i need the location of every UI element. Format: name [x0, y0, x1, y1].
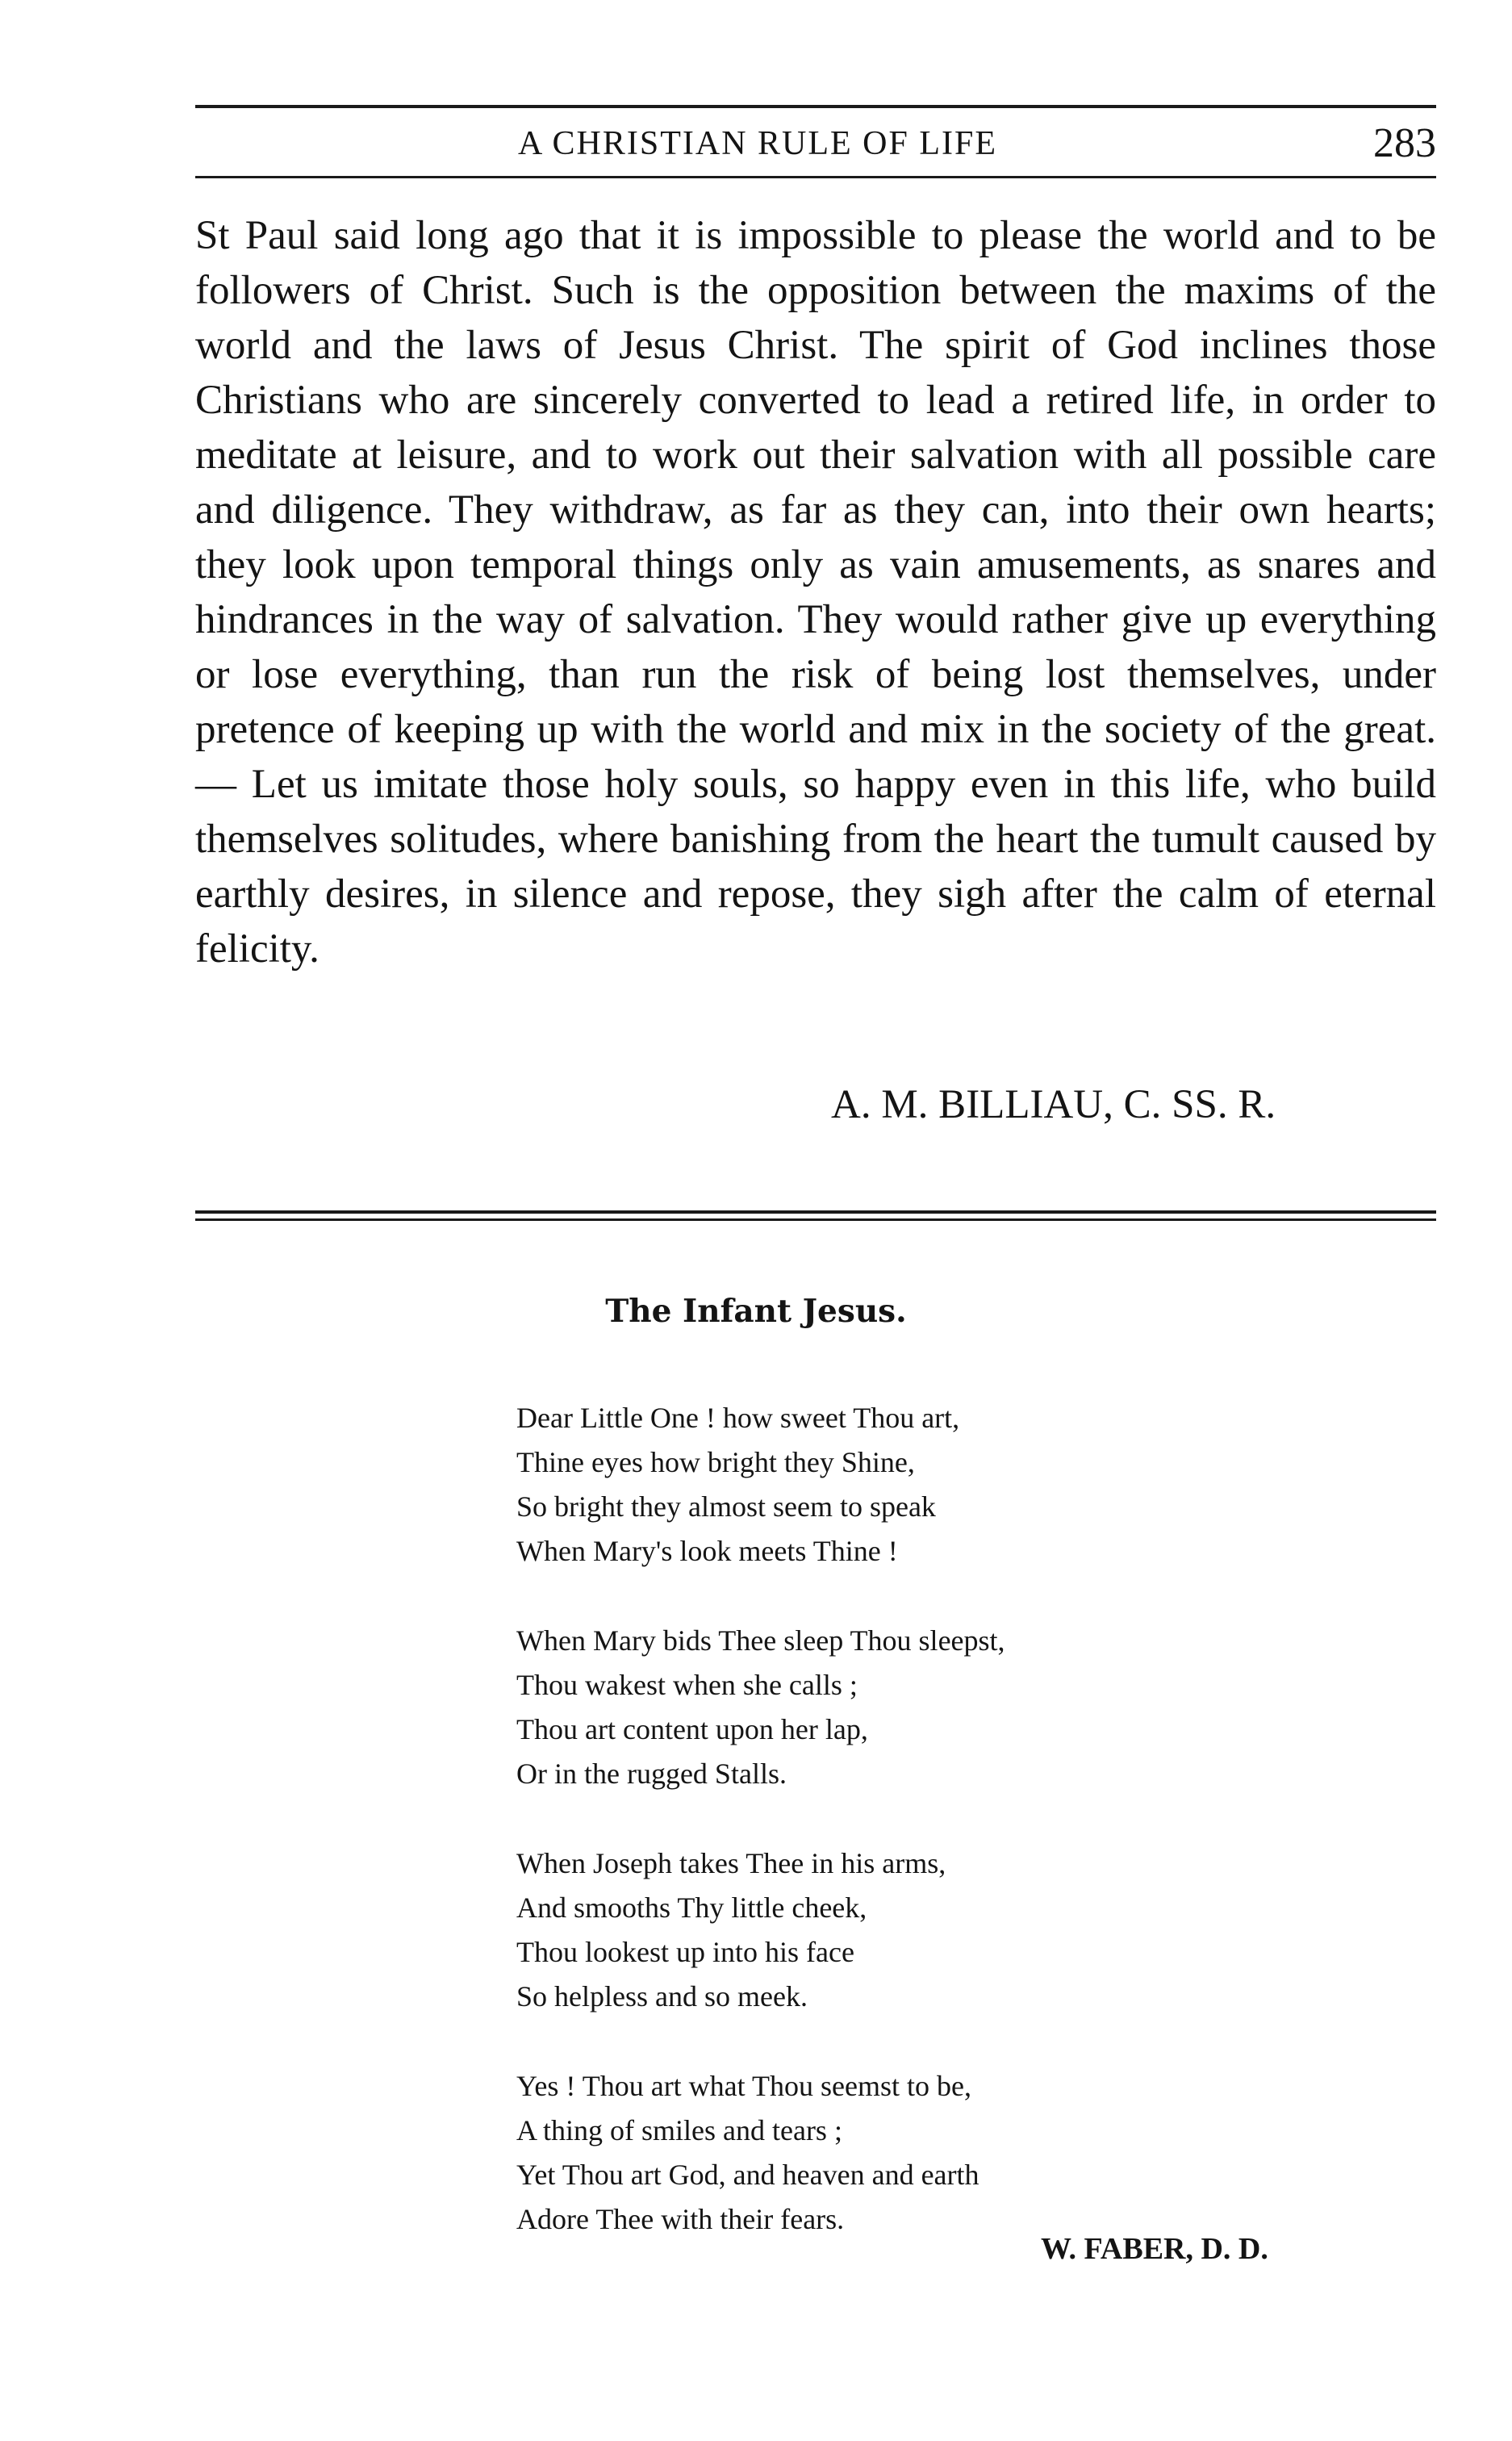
poem-line: Adore Thee with their fears. [516, 2203, 845, 2235]
poem-line: So helpless and so meek. [516, 1980, 808, 2013]
poem-author: W. FABER, D. D. [1041, 2232, 1268, 2266]
poem-line: Dear Little One ! how sweet Thou art, [516, 1402, 960, 1434]
running-head [195, 119, 1436, 168]
header-bottom-rule [195, 176, 1436, 178]
poem-line: Thine eyes how bright they Shine, [516, 1446, 915, 1478]
section-separator-rule-lower [195, 1218, 1436, 1221]
poem-line: Thou lookest up into his face [516, 1936, 854, 1968]
running-title: A CHRISTIAN RULE OF LIFE [518, 125, 998, 162]
poem-stanza [516, 1841, 1404, 2019]
poem-line: Or in the rugged Stalls. [516, 1758, 787, 1790]
poem-line: When Mary's look meets Thine ! [516, 1535, 898, 1567]
article-paragraph: St Paul said long ago that it is impossible to please the world and to be followers of Christ. Such is the opposition between the maxims of the world and the laws of Jesus Christ. The spirit of God inclines those Christians who are sincerely converted to lead a retired life, in order to meditate at leisure, and to work out their salvation with all possible care and diligence. They withdraw, as far as they can, into their own hearts; they look upon temporal things only as vain amusements, as snares and hindrances in the way of salvation. They would rather give up everything or lose everything, than run the risk of being lost themselves, under pretence of keeping up with the world and mix in the society of the great. — Let us imitate those holy souls, so happy even in this life, who build themselves solitudes, where banishing from the heart the tumult caused by earthly desires, in silence and repose, they sigh after the calm of eternal felicity. [195, 213, 1436, 972]
poem-line: A thing of smiles and tears ; [516, 2114, 842, 2146]
poem-stanza [516, 1396, 1404, 1574]
poem-line: Yes ! Thou art what Thou seemst to be, [516, 2070, 971, 2102]
header-top-rule [195, 105, 1436, 108]
poem-title: The Infant Jesus. [605, 1293, 907, 1330]
poem-stanza [516, 2064, 1404, 2242]
poem-line: Yet Thou art God, and heaven and earth [516, 2159, 979, 2191]
page-number: 283 [1373, 120, 1436, 166]
poem-line: When Joseph takes Thee in his arms, [516, 1847, 946, 1879]
section-separator-rule [195, 1210, 1436, 1214]
article-body [195, 208, 1436, 976]
poem-line: So bright they almost seem to speak [516, 1490, 936, 1523]
article-author: A. M. BILLIAU, C. SS. R. [831, 1082, 1276, 1127]
poem-line: Thou art content upon her lap, [516, 1713, 868, 1745]
poem-line: When Mary bids Thee sleep Thou sleepst, [516, 1624, 1005, 1657]
poem-body [516, 1396, 1404, 2287]
poem-stanza [516, 1619, 1404, 1796]
poem-line: And smooths Thy little cheek, [516, 1891, 867, 1924]
poem-line: Thou wakest when she calls ; [516, 1669, 858, 1701]
